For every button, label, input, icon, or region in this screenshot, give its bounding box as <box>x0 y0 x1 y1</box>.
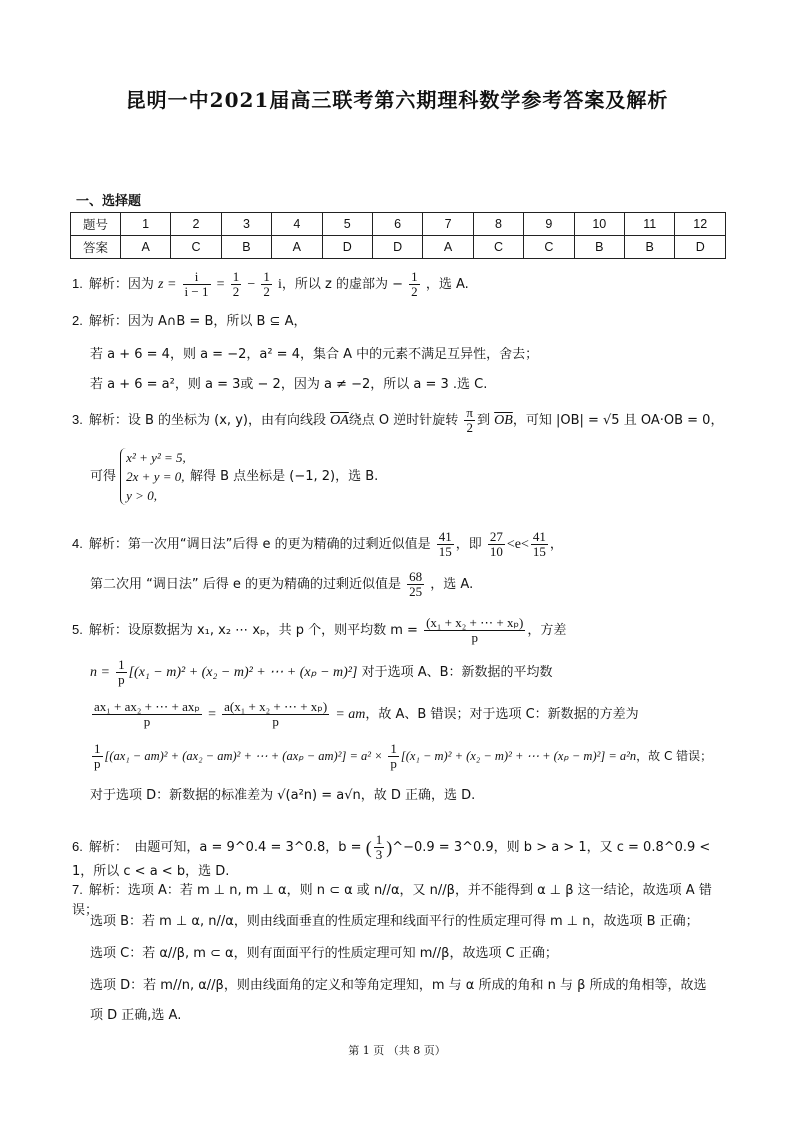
question-number: 7. <box>72 882 83 897</box>
page-title: 昆明一中2021届高三联考第六期理科数学参考答案及解析 <box>125 88 669 112</box>
solution-3-line-2 <box>90 448 740 505</box>
math: z = <box>158 277 177 292</box>
numerator: i <box>183 270 211 285</box>
table-row-answers <box>71 236 726 259</box>
vector-oa: $\overline{OA}$ <box>330 413 349 428</box>
table-cell: 12 <box>675 213 726 236</box>
numerator: 41 <box>532 529 546 544</box>
text: 解析：第一次用“调日法”后得 e 的更为精确的过剩近似值是 <box>88 537 431 552</box>
solution-5-line-2 <box>90 658 740 687</box>
numerator: 27 <box>489 529 503 544</box>
fraction <box>531 530 548 559</box>
math: [(ax₁ − am)² + (ax₂ − am)² + ⋯ + (axₚ − am)²] = a² × <box>104 749 383 763</box>
text: ，所以 z 的虚部为 − <box>281 277 404 292</box>
vector-ob: $\overline{OB}$ <box>494 413 513 428</box>
solution-5-line-3 <box>90 700 740 729</box>
table-cell: 4 <box>272 213 322 236</box>
table-cell: C <box>171 236 221 259</box>
numerator: 1 <box>375 832 383 847</box>
question-number: 4. <box>72 536 83 551</box>
text: 解析：选项 A：若 m ⊥ n, m ⊥ α，则 n ⊂ α 或 n//α，又 n//β，并不能得到 α ⊥ β 这一结论，故选项 A 错误； <box>72 883 712 918</box>
text: 对于选项 A、B：新数据的平均数 <box>361 665 553 680</box>
question-number: 6. <box>72 839 83 854</box>
denominator: p <box>94 756 101 771</box>
table-cell: 2 <box>171 213 221 236</box>
paren-right: ) <box>386 837 393 858</box>
answer-table <box>70 212 726 259</box>
math: [(x₁ − m)² + (x₂ − m)² + ⋯ + (xₚ − m)²] <box>128 665 358 680</box>
solution-2 <box>72 311 732 332</box>
numerator: (x₁ + x₂ + ⋯ + xₚ) <box>426 615 524 630</box>
section-heading: 一、选择题 <box>76 194 142 209</box>
table-cell: 7 <box>423 213 473 236</box>
numerator: a(x₁ + x₂ + ⋯ + xₚ) <box>224 699 328 714</box>
text: ，选 A. <box>430 577 474 592</box>
paren-left: ( <box>365 837 372 858</box>
text: 解析：设原数据为 x₁, x₂ ⋯ xₚ，共 p 个，则平均数 m = <box>88 623 418 638</box>
denominator: 2 <box>411 284 418 299</box>
denominator: p <box>471 630 478 645</box>
denominator: 10 <box>489 544 503 559</box>
table-cell: B <box>574 236 624 259</box>
equation-system <box>120 448 186 505</box>
denominator: 15 <box>532 544 546 559</box>
fraction <box>92 742 103 771</box>
solution-4 <box>72 530 732 559</box>
denominator: 2 <box>466 420 473 435</box>
solution-7-line-5: 项 D 正确,选 A. <box>90 1008 182 1023</box>
table-row-label: 答案 <box>71 236 121 259</box>
numerator: 41 <box>438 529 452 544</box>
text: 可得 <box>90 469 117 484</box>
denominator: 25 <box>409 584 423 599</box>
table-cell: 11 <box>625 213 675 236</box>
table-cell: A <box>120 236 170 259</box>
denominator: p <box>118 672 125 687</box>
fraction <box>424 616 525 645</box>
numerator: 1 <box>263 269 270 284</box>
solution-6 <box>72 833 732 882</box>
fraction <box>92 700 202 729</box>
solution-7-line-2: 选项 B：若 m ⊥ α, n//α，则由线面垂直的性质定理和线面平行的性质定理可得 m ⊥ n，故选项 B 正确； <box>90 914 699 929</box>
fraction <box>437 530 454 559</box>
fraction <box>407 570 424 599</box>
fraction <box>231 270 242 299</box>
text: ，故 C 错误； <box>636 749 713 763</box>
solution-5 <box>72 616 732 645</box>
fraction <box>261 270 272 299</box>
table-cell: 3 <box>221 213 271 236</box>
text: 解得 B 点坐标是 (−1, 2)，选 B. <box>189 469 379 484</box>
numerator: 1 <box>232 269 240 284</box>
solution-4-line-2 <box>90 570 740 599</box>
math: [(x₁ − m)² + (x₂ − m)² + ⋯ + (xₚ − m)²] = a²n <box>400 749 637 763</box>
denominator: 3 <box>375 847 383 862</box>
table-cell: C <box>473 236 523 259</box>
denominator: i − 1 <box>184 284 209 299</box>
text: ^−0.9 = 3^0.9，则 b > a > 1，又 c = 0.8^0.9 < 1，所以 c < a < b，选 D. <box>72 840 711 879</box>
table-cell: 9 <box>524 213 574 236</box>
text: 解析： 由题可知，a = 9^0.4 = 3^0.8，b = <box>88 840 362 855</box>
question-number: 2. <box>72 313 83 328</box>
fraction <box>464 406 475 435</box>
table-cell: 1 <box>120 213 170 236</box>
numerator: 1 <box>390 741 397 756</box>
table-cell: B <box>221 236 271 259</box>
denominator: 2 <box>232 284 240 299</box>
math: − <box>247 277 256 292</box>
numerator: 1 <box>118 657 125 672</box>
fraction <box>222 700 329 729</box>
table-cell: 5 <box>322 213 372 236</box>
numerator: 1 <box>94 741 101 756</box>
numerator: π <box>466 405 473 420</box>
page-footer: 第 1 页 （共 8 页） <box>348 1044 446 1057</box>
fraction <box>409 270 420 299</box>
denominator: p <box>143 714 151 729</box>
table-row-label: 题号 <box>71 213 121 236</box>
text: 解析：因为 A∩B = B，所以 B ⊆ A， <box>88 314 307 329</box>
table-row-numbers <box>71 213 726 236</box>
solution-1 <box>72 270 732 299</box>
text: ，可知 |OB| = √5 且 OA·OB = 0， <box>512 413 724 428</box>
math: i <box>278 277 282 292</box>
solution-5-line-5: 对于选项 D：新数据的标准差为 √(a²n) = a√n，故 D 正确，选 D. <box>90 788 476 803</box>
table-cell: 10 <box>574 213 624 236</box>
solution-3 <box>72 406 732 435</box>
math: = <box>208 707 216 722</box>
table-cell: 8 <box>473 213 523 236</box>
fraction <box>488 530 505 559</box>
table-cell: C <box>524 236 574 259</box>
text: ，即 <box>455 537 482 552</box>
solution-7-line-3: 选项 C：若 α//β, m ⊂ α，则有面面平行的性质定理可知 m//β，故选项 C 正确； <box>90 946 558 961</box>
equation: y > 0, <box>126 488 157 503</box>
numerator: ax₁ + ax₂ + ⋯ + axₚ <box>94 699 200 714</box>
denominator: 15 <box>438 544 452 559</box>
question-number: 5. <box>72 622 83 637</box>
text: ，选 A. <box>425 277 469 292</box>
math: = am <box>335 707 366 722</box>
numerator: 1 <box>411 269 418 284</box>
table-cell: D <box>372 236 422 259</box>
numerator: 68 <box>409 569 423 584</box>
solution-5-line-4 <box>90 742 740 771</box>
text: ，故 A、B 错误；对于选项 C：新数据的方差为 <box>365 707 639 722</box>
table-cell: A <box>272 236 322 259</box>
table-cell: D <box>675 236 726 259</box>
fraction <box>183 270 211 299</box>
table-cell: 6 <box>372 213 422 236</box>
solution-7-line-4: 选项 D：若 m//n, α//β，则由线面角的定义和等角定理知，m 与 α 所成的角和 n 与 β 所成的角相等，故选 <box>90 978 707 993</box>
denominator: p <box>272 714 279 729</box>
fraction <box>374 833 385 862</box>
solution-2-line-3: 若 a + 6 = a²，则 a = 3或 − 2，因为 a ≠ −2，所以 a = 3 .选 C. <box>90 377 488 392</box>
table-cell: B <box>625 236 675 259</box>
text: 到 <box>477 413 491 428</box>
text: 解析：设 B 的坐标为 (x, y)，由有向线段 <box>88 413 326 428</box>
table-cell: A <box>423 236 473 259</box>
denominator: p <box>390 756 397 771</box>
text: 解析：因为 <box>88 277 154 292</box>
denominator: 2 <box>263 284 270 299</box>
text: 绕点 O 逆时针旋转 <box>348 413 459 428</box>
question-number: 1. <box>72 276 83 291</box>
math: <e< <box>506 537 529 552</box>
text: ， <box>549 537 563 552</box>
table-cell: D <box>322 236 372 259</box>
math: n = <box>90 665 110 680</box>
math: = <box>216 277 225 292</box>
text: ，方差 <box>527 623 567 638</box>
equation: 2x + y = 0, <box>126 469 185 484</box>
equation: x² + y² = 5, <box>126 450 186 465</box>
question-number: 3. <box>72 412 83 427</box>
fraction <box>116 658 127 687</box>
solution-2-line-2: 若 a + 6 = 4，则 a = −2，a² = 4，集合 A 中的元素不满足互异性，舍去； <box>90 347 539 362</box>
text: 第二次用 “调日法” 后得 e 的更为精确的过剩近似值是 <box>90 577 401 592</box>
fraction <box>388 742 399 771</box>
